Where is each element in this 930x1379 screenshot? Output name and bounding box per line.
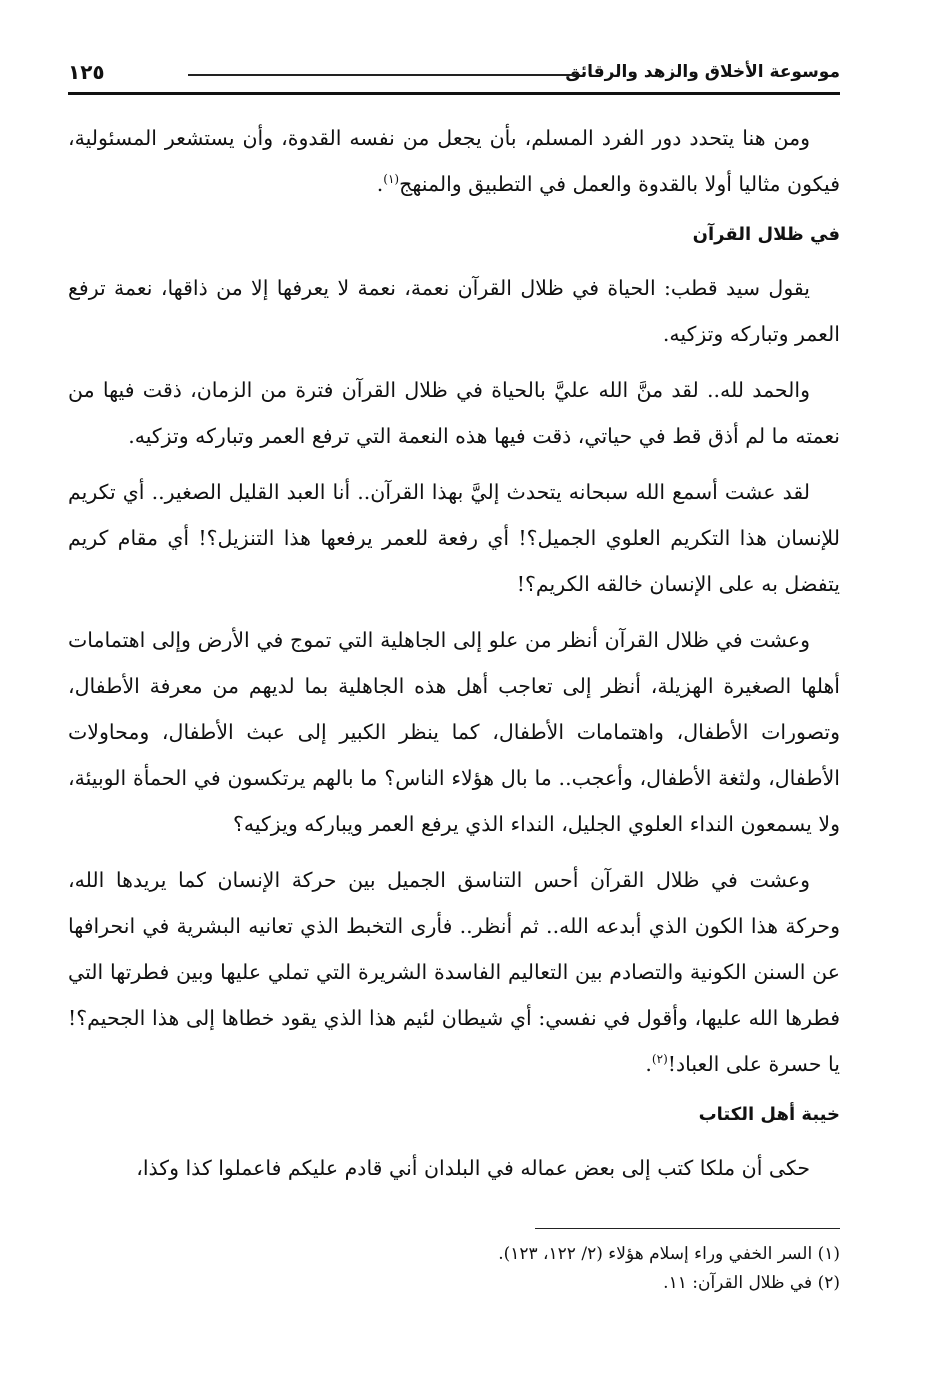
paragraph: ومن هنا يتحدد دور الفرد المسلم، بأن يجعل من نفسه القدوة، وأن يستشعر المسئولية، فيكون مثاليا أولا بالقدوة والعمل في التطبيق والمنهج$^{(١)}$. <box>68 126 840 196</box>
page-number: ١٢٥ <box>68 60 105 84</box>
paragraph: وعشت في ظلال القرآن أنظر من علو إلى الجاهلية التي تموج في الأرض وإلى اهتمامات أهلها الصغيرة الهزيلة، أنظر إلى تعاجب أهل هذه الجاهلية بما لديهم من معرفة الأطفال، وتصورات الأطفال، واهتمامات الأطفال، كما ينظر الكبير إلى عبث الأطفال، ومحاولات الأطفال، ولثغة الأطفال، وأعجب.. ما بال هؤلاء الناس؟ ما بالهم يرتكسون في الحمأة الوبيئة، ولا يسمعون النداء العلوي الجليل، النداء الذي يرفع العمر ويباركه ويزكيه؟ <box>68 628 840 836</box>
book-title: موسوعة الأخلاق والزهد والرقائق <box>565 62 840 82</box>
main-text <box>68 115 840 1201</box>
section-heading: خيبة أهل الكتاب <box>698 1104 840 1125</box>
paragraph: حكى أن ملكا كتب إلى بعض عماله في البلدان أني قادم عليكم فاعملوا كذا وكذا، <box>136 1156 810 1180</box>
header-rule <box>68 92 840 95</box>
paragraph: يقول سيد قطب: الحياة في ظلال القرآن نعمة، نعمة لا يعرفها إلا من ذاقها، نعمة ترفع العمر وتباركه وتزكيه. <box>68 276 840 346</box>
footnote: (٢) في ظلال القرآن: ١١. <box>663 1273 840 1293</box>
paragraph: وعشت في ظلال القرآن أحس التناسق الجميل بين حركة الإنسان كما يريدها الله، وحركة هذا الكون الذي أبدعه الله.. ثم أنظر.. فأرى التخبط الذي تعانيه البشرية في انحرافها عن السنن الكونية والتصادم بين التعاليم الفاسدة الشريرة التي تملي عليها وبين فطرتها التي فطرها الله عليها، وأقول في نفسي: أي شيطان لئيم هذا الذي يقود خطاها إلى هذا الجحيم؟! يا حسرة على العباد!$^{(٢)}$. <box>68 868 840 1076</box>
footnote-separator <box>535 1228 840 1229</box>
footnotes <box>68 1240 840 1298</box>
section-heading: في ظلال القرآن <box>692 224 840 245</box>
paragraph: لقد عشت أسمع الله سبحانه يتحدث إليَّ بهذا القرآن.. أنا العبد القليل الصغير.. أي تكريم للإنسان هذا التكريم العلوي الجميل؟! أي رفعة للعمر يرفعها هذا التنزيل؟! أي مقام كريم يتفضل به على الإنسان خالقه الكريم؟! <box>68 480 840 596</box>
footnote-ref[interactable]: (١) <box>383 172 400 187</box>
running-header <box>68 60 840 94</box>
footnote-ref[interactable]: (٢) <box>651 1052 668 1067</box>
header-thin-rule <box>188 74 580 76</box>
paragraph: والحمد لله.. لقد منَّ الله عليَّ بالحياة في ظلال القرآن فترة من الزمان، ذقت فيها من نعمته ما لم أذق قط في حياتي، ذقت فيها هذه النعمة التي ترفع العمر وتباركه وتزكيه. <box>68 378 840 448</box>
footnote: (١) السر الخفي وراء إسلام هؤلاء (٢/ ١٢٢، ١٢٣). <box>498 1244 840 1264</box>
